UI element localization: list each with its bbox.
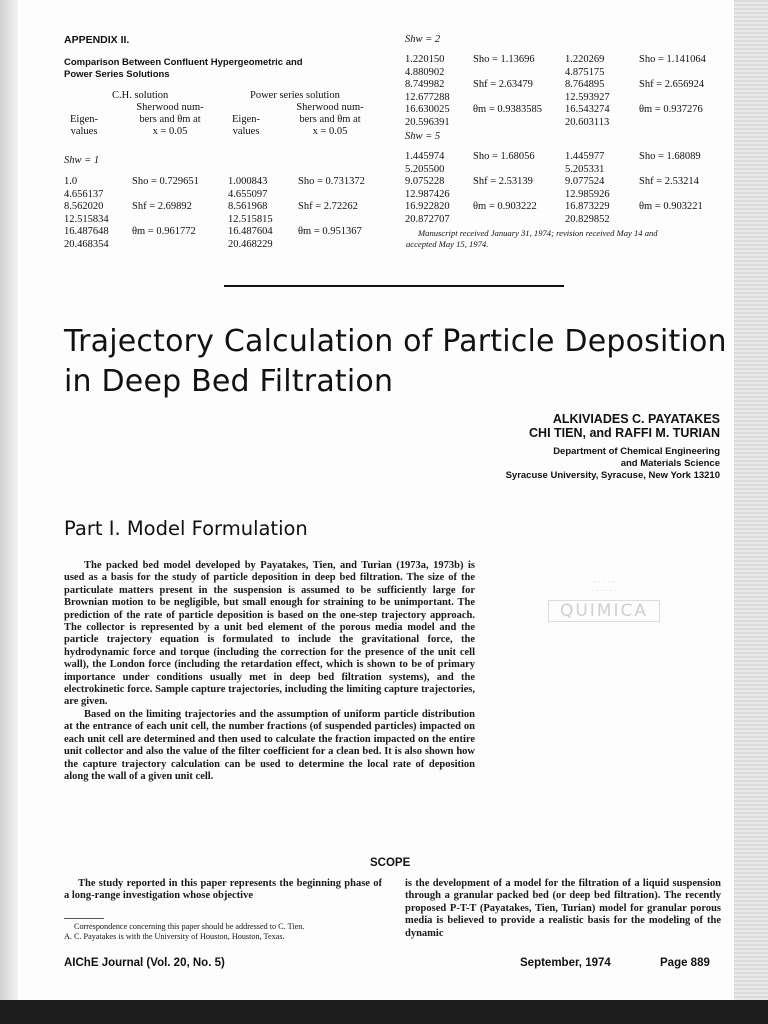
table-cell [473, 92, 569, 105]
table3-label: Shw = 5 [405, 131, 441, 142]
sherwood-header-line2: bers and θm at [299, 114, 361, 125]
authors-line1: ALKIVIADES C. PAYATAKES [552, 412, 720, 426]
table-cell: θm = 0.937276 [639, 104, 703, 116]
ch-solution-header: C.H. solution [112, 90, 169, 101]
stamp-text: QUIMICA [548, 600, 660, 622]
eigen-header-line2: values [232, 126, 260, 137]
table-cell [639, 92, 725, 105]
appendix-caption [64, 57, 303, 81]
table-cell [298, 189, 394, 202]
article-title [64, 322, 727, 402]
table-cell: 9.075228 [405, 176, 445, 188]
table-cell: 12.515834 [64, 213, 109, 225]
table-cell: 16.922820 [405, 201, 450, 213]
table-cell: Shf = 2.53214 [639, 176, 699, 188]
eigen-header-line1: Eigen- [70, 114, 98, 125]
stamp-mark: · · · · · · · · · · · · · [589, 578, 619, 595]
manuscript-note [406, 228, 724, 249]
table2-ch-eigen-col [405, 54, 465, 130]
table-cell: 8.764895 [565, 79, 605, 91]
scope-right-column [405, 878, 721, 940]
table-cell: 12.515815 [228, 213, 273, 225]
scope-right-text: is the development of a model for the filtration of a liquid suspension through a granular packed bed (or deep bed filtration). The recently proposed P-T-T (Payatakes, Tien, Turian) model for granular porous media is believed to provide a realistic basis for the modeling of the dynamic [405, 878, 721, 939]
table-cell: 8.561968 [228, 201, 268, 213]
table3-ch-sher-col [473, 151, 569, 227]
article-title-line1: Trajectory Calculation of Particle Deposition [64, 324, 727, 359]
part-heading: Part I. Model Formulation [64, 517, 308, 540]
table-cell: 20.468229 [228, 238, 273, 250]
table2-ps-eigen-col [565, 54, 625, 130]
scan-bottom-edge [0, 1000, 768, 1024]
sherwood-header-line3: x = 0.05 [152, 126, 188, 137]
journal-citation: AIChE Journal (Vol. 20, No. 5) [64, 957, 225, 969]
eigen-header-line2: values [70, 126, 98, 137]
table-cell: 12.985926 [565, 188, 610, 200]
table-cell: 16.487604 [228, 226, 273, 238]
sherwood-header-ps [282, 102, 378, 138]
sherwood-header-line1: Sherwood num- [296, 102, 364, 113]
affiliation [506, 446, 720, 482]
table1-label: Shw = 1 [64, 155, 100, 166]
scan-right-edge [734, 0, 768, 1024]
table-cell: 20.603113 [565, 116, 610, 128]
table-cell: 4.656137 [64, 188, 104, 200]
table2-ch-sher-col [473, 54, 569, 130]
abstract-paragraph-1: The packed bed model developed by Payatakes, Tien, and Turian (1973a, 1973b) is used as a basis for the study of particle deposition in deep bed filtration. The size of the particulate matters present in the suspension is assumed to be sufficiently large for Brownian motion to be negligible, but small enough for straining to be unimportant. The prediction of the rate of particle deposition is based on the one-step trajectory approach. The collector is represented by a unit bed element of the porous media model and the particle trajectory equation is formulated to include the gravitational force, the hydrodynamic force and torque (including the correction for the presence of the unit cell wall), the London force (including the retardation effect, which is shown to be of primary importance under conditions usually met in deep bed filtration systems), and the electrokinetic force. Sample capture trajectories, including the limiting capture trajectories, are given. [64, 560, 475, 708]
authors-line2: CHI TIEN, and RAFFI M. TURIAN [529, 426, 720, 440]
authors [529, 412, 720, 440]
table-cell: Shf = 2.53139 [473, 176, 533, 188]
table-cell [132, 214, 228, 227]
table-cell: 20.468354 [64, 238, 109, 250]
appendix-caption-line2: Power Series Solutions [64, 69, 170, 80]
eigen-header-ps [226, 114, 266, 138]
table-cell [639, 67, 725, 80]
table-cell: Sho = 1.141064 [639, 54, 706, 65]
table-cell: Sho = 1.13696 [473, 54, 535, 65]
affiliation-line3: Syracuse University, Syracuse, New York 13210 [505, 470, 720, 481]
scope-heading: SCOPE [370, 857, 411, 869]
table-cell: Sho = 1.68056 [473, 151, 535, 162]
table1-ch-sher-col [132, 176, 228, 252]
table-cell [639, 117, 725, 130]
table-cell [132, 239, 228, 252]
table-cell: 4.880902 [405, 66, 445, 78]
table-cell [298, 214, 394, 227]
table-cell: Shf = 2.656924 [639, 79, 705, 91]
table-cell: 12.987426 [405, 188, 450, 200]
abstract-paragraph-2: Based on the limiting trajectories and the assumption of uniform particle distribution at the entrance of each unit cell, the number fractions (of suspended particles) impacted on each unit cell are determined and then used to calculate the fraction impacted on the entire unit collector and also the value of the filter coefficient for a clean bed. It is also shown how the capture trajectory calculation can be used to determine the local rate of deposition along the wall of a given unit cell. [64, 708, 475, 782]
eigen-header-line1: Eigen- [232, 114, 260, 125]
table-cell: 20.829852 [565, 213, 610, 225]
table1-ps-eigen-col [228, 176, 288, 252]
table2-label: Shw = 2 [405, 34, 441, 45]
table-cell: 8.562020 [64, 201, 104, 213]
library-stamp [548, 578, 660, 638]
abstract [64, 560, 475, 783]
table-cell: θm = 0.903221 [639, 201, 703, 213]
table-cell: Sho = 1.68089 [639, 151, 701, 162]
table2-ps-sher-col [639, 54, 725, 130]
table-cell: θm = 0.9383585 [473, 104, 542, 116]
table-cell: 1.220150 [405, 54, 445, 65]
appendix-caption-line1: Comparison Between Confluent Hypergeometric and [64, 57, 303, 68]
appendix-heading: APPENDIX II. [64, 34, 130, 46]
section-divider [224, 285, 564, 287]
table-cell: 1.000843 [228, 176, 268, 187]
table-cell: 1.445977 [565, 151, 605, 162]
manuscript-note-line2: accepted May 15, 1974. [406, 238, 489, 249]
table-cell [639, 164, 725, 177]
table3-ps-sher-col [639, 151, 725, 227]
table1-ch-eigen-col [64, 176, 114, 252]
scope-left-text: The study reported in this paper represents the beginning phase of a long-range investigation whose objective [64, 878, 382, 902]
table-cell: θm = 0.951367 [298, 226, 362, 238]
table-cell [473, 164, 569, 177]
table-cell: Sho = 0.729651 [132, 176, 199, 187]
sherwood-header-line1: Sherwood num- [136, 102, 204, 113]
table-cell: 16.543274 [565, 104, 610, 116]
table-cell: 16.873229 [565, 201, 610, 213]
table-cell: 8.749982 [405, 79, 445, 91]
table-cell [639, 189, 725, 202]
table-cell: 1.0 [64, 176, 78, 187]
table1-ps-sher-col [298, 176, 394, 252]
scan-left-edge [0, 0, 18, 1024]
table-cell: 16.487648 [64, 226, 109, 238]
table-cell: θm = 0.961772 [132, 226, 196, 238]
table-cell: 9.077524 [565, 176, 605, 188]
table-cell: θm = 0.903222 [473, 201, 537, 213]
table-cell: 20.872707 [405, 213, 450, 225]
table-cell: Sho = 0.731372 [298, 176, 365, 187]
sherwood-header-ch [122, 102, 218, 138]
table-cell: 20.596391 [405, 116, 450, 128]
table-cell: Shf = 2.69892 [132, 201, 192, 213]
eigen-header-ch [64, 114, 104, 138]
table-cell: Shf = 2.63479 [473, 79, 533, 91]
table3-ps-eigen-col [565, 151, 625, 227]
sherwood-header-line3: x = 0.05 [312, 126, 348, 137]
table-cell: Shf = 2.72262 [298, 201, 358, 213]
table-cell: 16.630025 [405, 104, 450, 116]
page-number: Page 889 [660, 957, 710, 969]
table-cell: 1.220269 [565, 54, 605, 65]
issue-date: September, 1974 [520, 957, 611, 969]
table-cell [132, 189, 228, 202]
table-cell: 1.445974 [405, 151, 445, 162]
manuscript-note-line1: Manuscript received January 31, 1974; revision received May 14 and [418, 228, 658, 238]
table-cell: 5.205331 [565, 163, 605, 175]
table-cell [473, 67, 569, 80]
table3-ch-eigen-col [405, 151, 465, 227]
table-cell [473, 189, 569, 202]
footnote [64, 922, 386, 942]
table-cell: 12.677288 [405, 91, 450, 103]
table-cell [639, 214, 725, 227]
scope-left-column [64, 878, 382, 903]
sherwood-header-line2: bers and θm at [139, 114, 201, 125]
footnote-line2: A. C. Payatakes is with the University of Houston, Houston, Texas. [64, 932, 285, 941]
table-cell: 12.593927 [565, 91, 610, 103]
table-cell [298, 239, 394, 252]
table-cell [473, 214, 569, 227]
table-cell: 5.205500 [405, 163, 445, 175]
affiliation-line1: Department of Chemical Engineering [553, 446, 720, 457]
table-cell: 4.875175 [565, 66, 605, 78]
table-cell [473, 117, 569, 130]
ps-solution-header: Power series solution [250, 90, 340, 101]
table-cell: 4.655097 [228, 188, 268, 200]
affiliation-line2: and Materials Science [620, 458, 720, 469]
footnote-line1: Correspondence concerning this paper should be addressed to C. Tien. [74, 922, 305, 931]
footnote-rule [64, 918, 104, 919]
article-title-line2: in Deep Bed Filtration [64, 364, 394, 399]
